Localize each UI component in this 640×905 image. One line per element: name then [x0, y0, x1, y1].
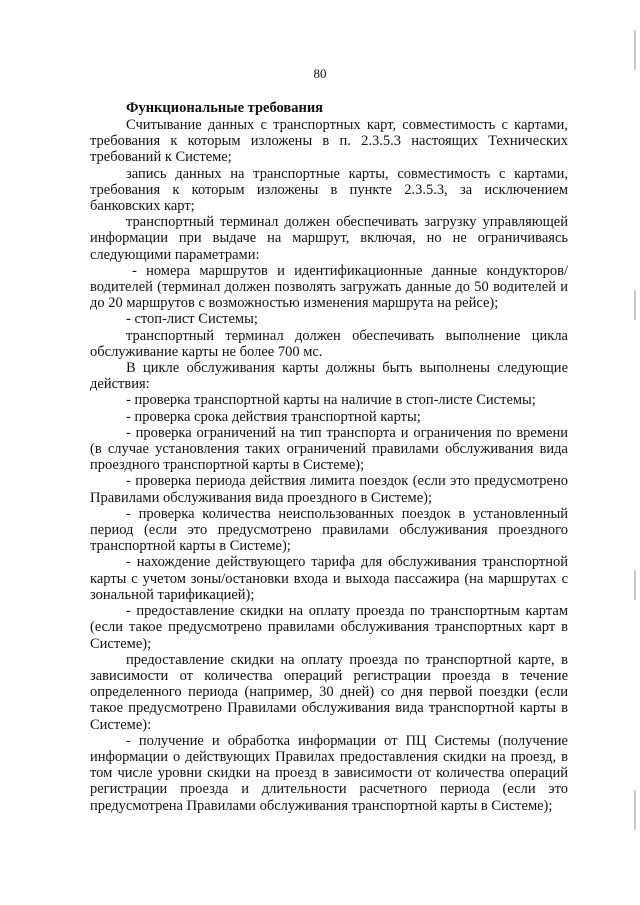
scan-edge-mark: [634, 790, 636, 830]
list-item-route-numbers: - номера маршрутов и идентификационные данные кондукторов/водителей (терминал должен позволять загружать данные до 50 водителей и до 20 маршрутов с возможностью изменения маршрута на рейсе);: [90, 262, 568, 312]
paragraph-card-writing: запись данных на транспортные карты, совместимость с картами, требования к которым изложены в пункте 2.3.5.3, за исключением банковских карт;: [90, 165, 568, 215]
paragraph-service-cycle: транспортный терминал должен обеспечивать выполнение цикла обслуживание карты не более 700 мс.: [90, 327, 568, 360]
list-item-restrictions-check: - проверка ограничений на тип транспорта и ограничения по времени (в случае установления таких ограничений правилами обслуживания вида проездного транспортной карты в Системе);: [90, 424, 568, 474]
scan-edge-mark: [634, 30, 636, 70]
paragraph-terminal-loading: транспортный терминал должен обеспечивать загрузку управляющей информации при выдаче на маршрут, включая, но не ограничиваясь следующими параметрами:: [90, 214, 568, 263]
list-item-pc-info: - получение и обработка информации от ПЦ Системы (получение информации о действующих Правилах предоставления скидки на проезд, в том числе уровни скидки на проезд в зависимости от количества операций регистрации проезда и длительности расчетного периода (если это предусмотрена Правилами обслуживания транспортной карты в Системе);: [90, 732, 568, 814]
list-item-tariff-lookup: - нахождение действующего тарифа для обслуживания транспортной карты с учетом зоны/остановки входа и выхода пассажира (на маршрутах с зональной тарификацией);: [90, 554, 568, 603]
scan-edge-mark: [634, 570, 636, 600]
list-item-stop-list-check: - проверка транспортной карты на наличие в стоп-листе Системы;: [126, 392, 536, 409]
paragraph-cycle-actions: В цикле обслуживания карты должны быть выполнены следующие действия:: [90, 360, 568, 393]
list-item-validity-check: - проверка срока действия транспортной карты;: [126, 408, 421, 425]
paragraph-discount-by-count: предоставление скидки на оплату проезда по транспортной карте, в зависимости от количества операций регистрации проезда в течение определенного периода (например, 30 дней) со дня первой поездки (если такое предусмотрено Правилами обслуживания вида транспортной карты в Системе):: [90, 651, 568, 733]
scan-edge-mark: [634, 290, 636, 320]
list-item-limit-period-check: - проверка периода действия лимита поездок (если это предусмотрено Правилами обслуживания вида проездного в Системе);: [90, 473, 568, 506]
scan-edge-marks: [626, 30, 636, 850]
page-number: 80: [313, 66, 327, 81]
section-heading: Функциональные требования: [126, 100, 324, 116]
document-body: [90, 100, 568, 814]
paragraph-card-reading: Считывание данных с транспортных карт, совместимость с картами, требования к которым изложены в п. 2.3.5.3 настоящих Технических требований к Системе;: [90, 117, 568, 166]
list-item-stop-list: - стоп-лист Системы;: [126, 311, 258, 328]
list-item-unused-trips-check: - проверка количества неиспользованных поездок в установленный период (если это предусмотрено правилами обслуживания проездного транспортной карты в Системе);: [90, 505, 568, 555]
list-item-discount: - предоставление скидки на оплату проезда по транспортным картам (если такое предусмотрено правилами обслуживания транспортных карт в Системе);: [90, 603, 568, 652]
